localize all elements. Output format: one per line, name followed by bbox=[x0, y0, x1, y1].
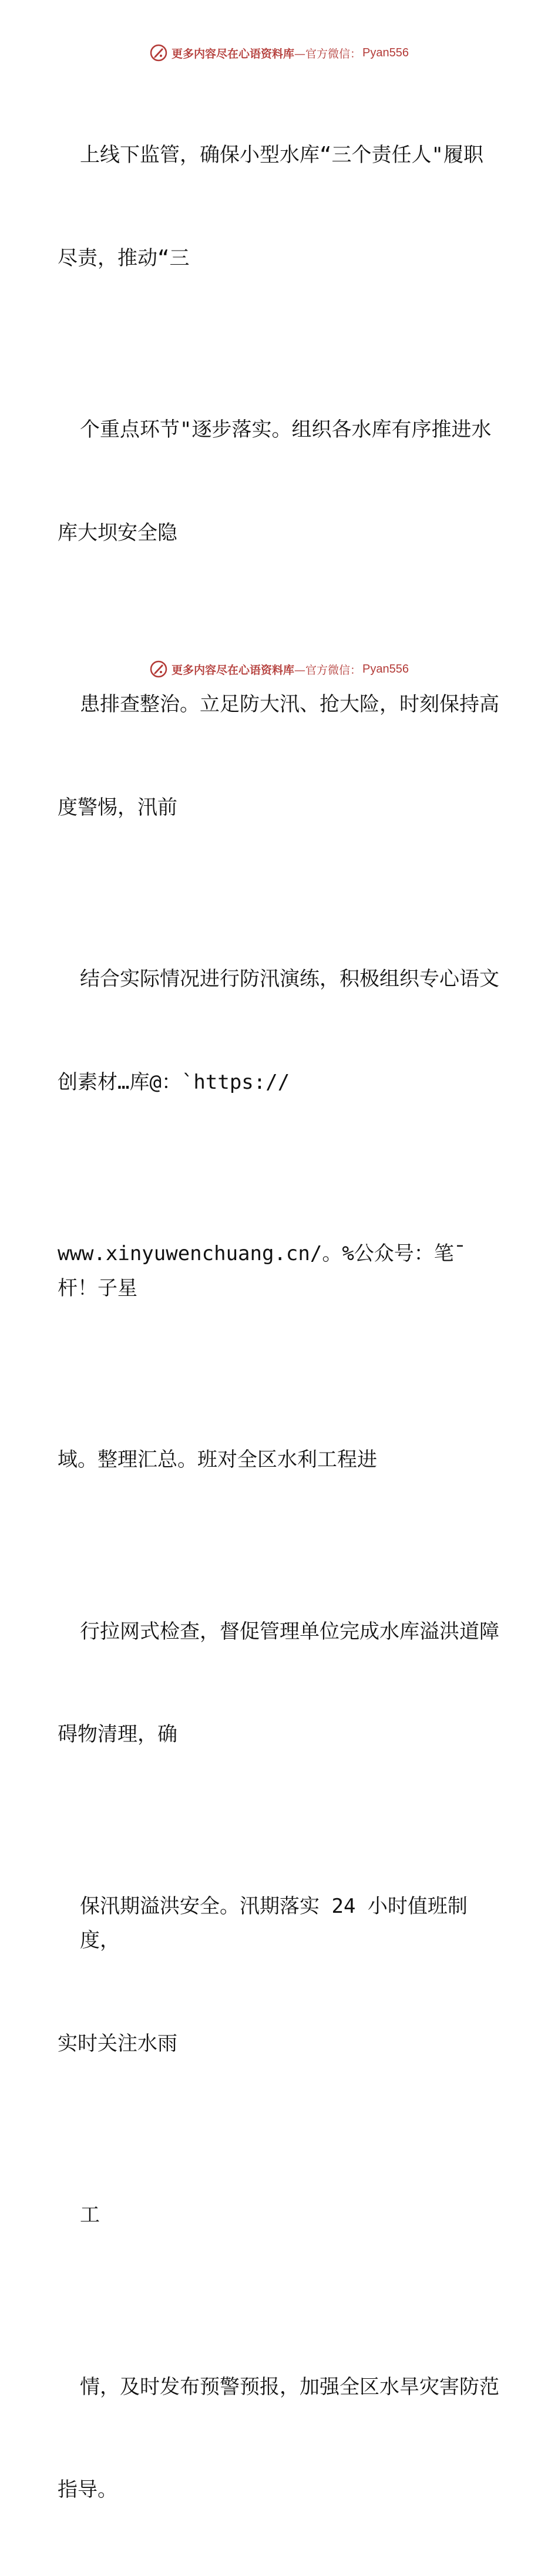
header-watermark bbox=[0, 41, 558, 65]
paragraph-continuation: www.xinyuwenchuang.cn/。%公众号：笔¯杆！子星 bbox=[58, 1242, 466, 1300]
watermark-wechat-label: —官方微信： bbox=[294, 47, 362, 60]
paragraph-first-line: 工 bbox=[80, 2203, 100, 2227]
paragraph-first-line: 行拉网式检查，督促管理单位完成水库溢洪道障 bbox=[80, 1619, 499, 1643]
paragraph-continuation: 实时关注水雨 bbox=[58, 2031, 177, 2055]
paragraph bbox=[58, 2301, 504, 2576]
paragraph-first-line: 情，及时发布预警预报，加强全区水旱灾害防范 bbox=[80, 2375, 499, 2399]
paragraph bbox=[58, 1821, 504, 2130]
watermark-wechat-label: —官方微信： bbox=[294, 663, 362, 677]
paragraph bbox=[58, 344, 504, 619]
quill-seal-icon bbox=[149, 43, 168, 62]
paragraph bbox=[58, 1546, 504, 1821]
paragraph-continuation: 创素材…库@：`https:// bbox=[58, 1070, 290, 1094]
paragraph bbox=[58, 2129, 504, 2301]
document-body bbox=[58, 69, 504, 2576]
paragraph-continuation: 碍物清理，确 bbox=[58, 1723, 177, 1746]
paragraph-first-line: 上线下监管，确保小型水库“三个责任人"履职 bbox=[80, 143, 483, 167]
paragraph-continuation: 指导。 bbox=[58, 2478, 117, 2501]
watermark-site-name: 更多内容尽在心语资料库 bbox=[172, 663, 295, 677]
paragraph bbox=[58, 1374, 504, 1546]
watermark-wechat-id: Pyan556 bbox=[362, 662, 409, 676]
paragraph bbox=[58, 1168, 504, 1374]
paragraph bbox=[58, 893, 504, 1168]
paragraph-first-line: 个重点环节"逐步落实。组织各水库有序推进水 bbox=[80, 418, 492, 441]
footer-watermark bbox=[0, 657, 558, 681]
paragraph-first-line: 保汛期溢洪安全。汛期落实 24 小时值班制度， bbox=[80, 1894, 468, 1952]
paragraph-continuation: 库大坝安全隐 bbox=[58, 521, 177, 545]
paragraph-continuation: 度警惕，汛前 bbox=[58, 795, 177, 819]
quill-seal-icon bbox=[149, 660, 168, 678]
watermark-site-name: 更多内容尽在心语资料库 bbox=[172, 47, 295, 60]
paragraph-continuation: 域。整理汇总。班对全区水利工程进 bbox=[58, 1448, 377, 1471]
watermark-wechat-id: Pyan556 bbox=[362, 46, 409, 59]
paragraph-first-line: 患排查整治。立足防大汛、抢大险，时刻保持高 bbox=[80, 693, 499, 716]
paragraph-continuation: 尽责，推动“三 bbox=[58, 246, 190, 270]
paragraph bbox=[58, 69, 504, 344]
paragraph-first-line: 结合实际情况进行防汛演练，积极组织专心语文 bbox=[80, 967, 499, 991]
